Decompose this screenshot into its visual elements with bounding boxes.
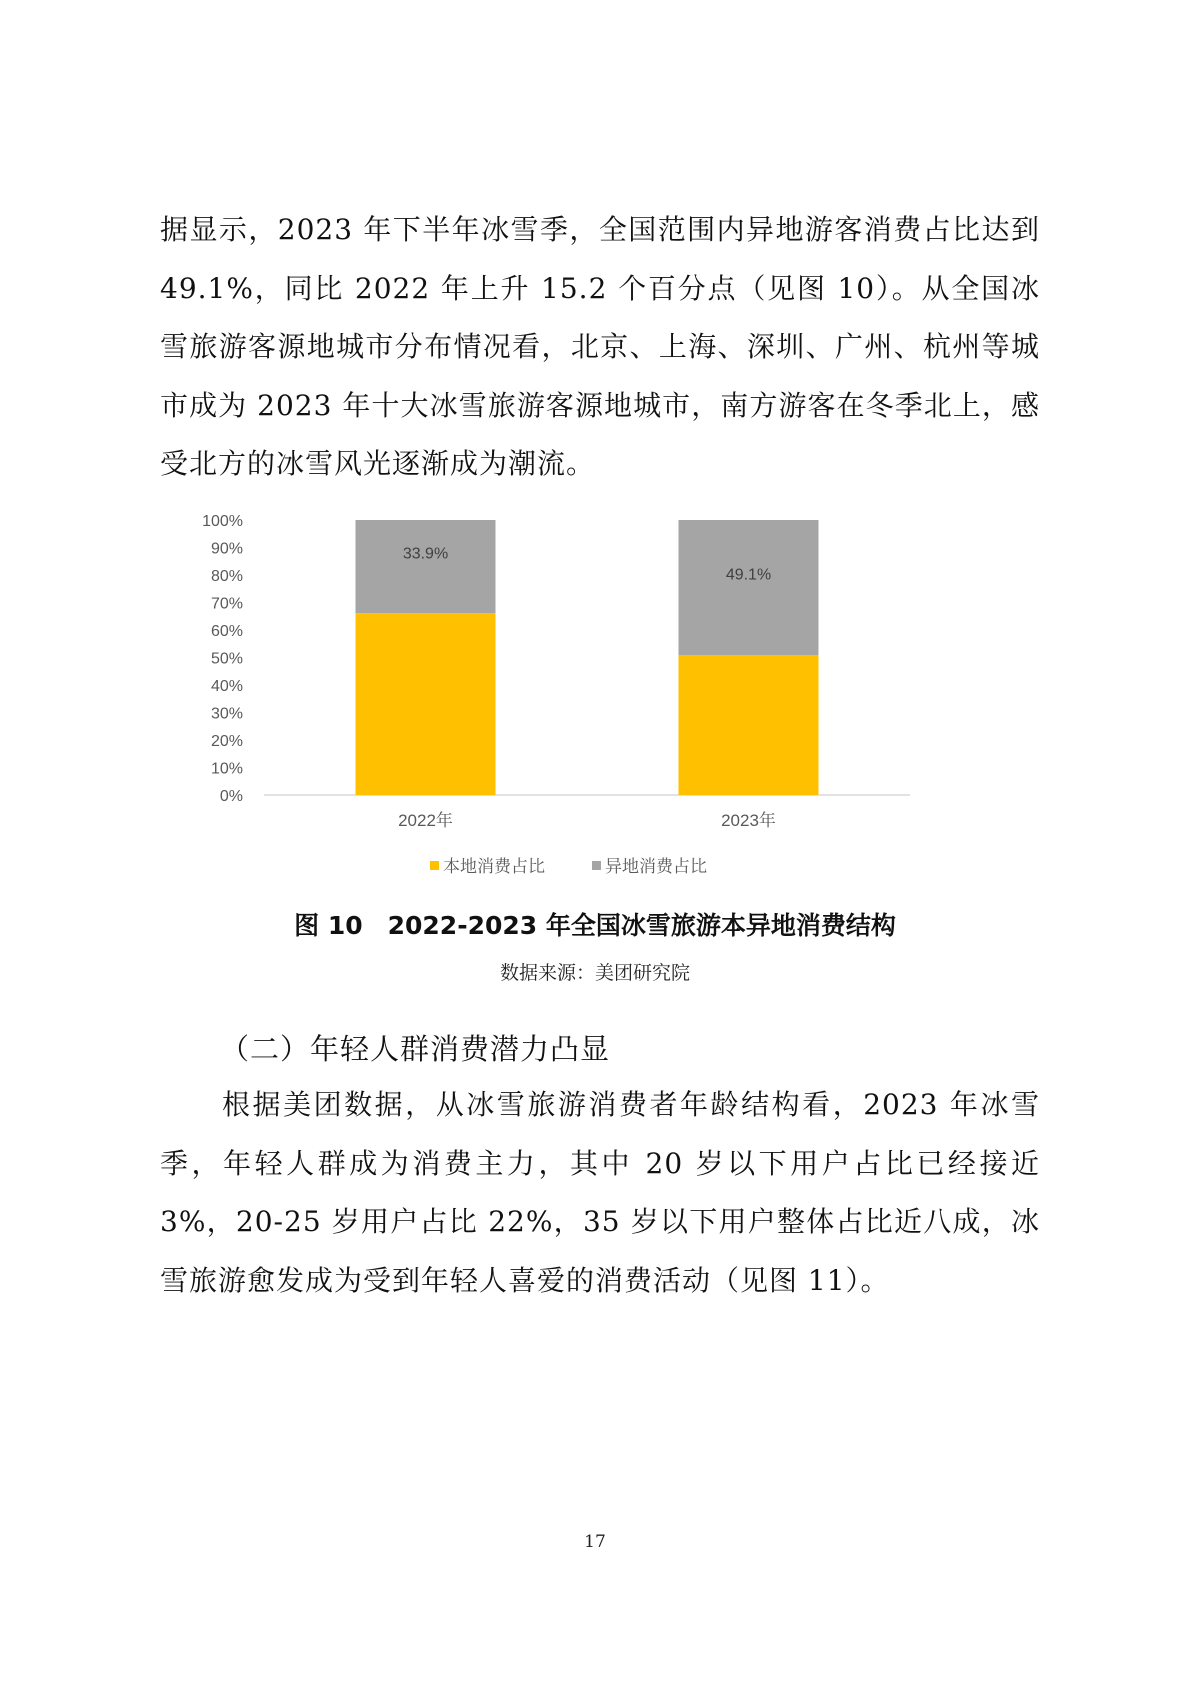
y-tick-label: 60% (210, 623, 243, 640)
legend-swatch (430, 861, 439, 870)
x-tick-label: 2023年 (721, 811, 776, 830)
body-paragraph-1: 据显示，2023 年下半年冰雪季，全国范围内异地游客消费占比达到 49.1%，同比 2022 年上升 15.2 个百分点（见图 10）。从全国冰雪旅游客源地城市分布情况看，北京、上海、深圳、广州、杭州等城市成为 2023 年十大冰雪旅游客源地城市，南方游客在冬季北上，感受北方的冰雪风光逐渐成为潮流。 (160, 213, 1040, 480)
y-tick-label: 30% (210, 705, 243, 723)
x-tick-label: 2022年 (398, 811, 453, 830)
figure-caption: 图 10 2022-2023 年全国冰雪旅游本异地消费结构 (294, 911, 896, 940)
body-paragraph-2: 根据美团数据，从冰雪旅游消费者年龄结构看，2023 年冰雪季，年轻人群成为消费主力，其中 20 岁以下用户占比已经接近 3%，20-25 岁用户占比 22%，35 岁以下用户整体占比近八成，冰雪旅游愈发成为受到年轻人喜爱的消费活动（见图 11）。 (160, 1088, 1040, 1297)
y-tick-label: 10% (210, 760, 243, 778)
data-label: 49.1% (725, 566, 772, 584)
bar-segment-nonlocal (679, 520, 819, 655)
figure-source: 数据来源：美团研究院 (499, 962, 690, 984)
bar-segment-local (679, 655, 819, 795)
y-tick-label: 50% (210, 650, 243, 668)
legend-label: 本地消费占比 (443, 857, 545, 876)
y-tick-label: 80% (210, 568, 243, 585)
y-tick-label: 20% (210, 733, 243, 750)
data-label: 33.9% (402, 545, 449, 563)
y-tick-label: 40% (210, 678, 243, 695)
y-tick-label: 70% (210, 595, 243, 613)
bar-segment-nonlocal (356, 520, 496, 613)
y-tick-label: 0% (219, 788, 243, 805)
stacked-bar-chart (200, 500, 1000, 890)
y-tick-label: 100% (202, 513, 243, 530)
legend-label: 异地消费占比 (605, 857, 707, 876)
page-number: 17 (584, 1532, 606, 1552)
section-heading: （二）年轻人群消费潜力凸显 (220, 1032, 611, 1066)
legend-swatch (592, 861, 601, 870)
y-tick-label: 90% (210, 540, 243, 558)
bar-segment-local (356, 613, 496, 795)
